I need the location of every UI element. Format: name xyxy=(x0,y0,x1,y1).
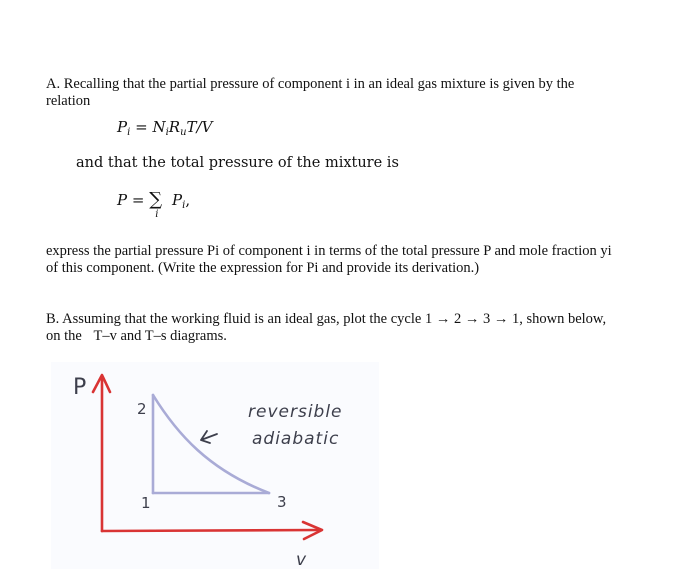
p-axis-label: P xyxy=(73,375,87,400)
v-axis-label: v xyxy=(296,550,307,569)
eq1-rest: T/V xyxy=(186,118,213,136)
part-b-ts: T–s diagrams. xyxy=(144,328,227,344)
eq1-n: N xyxy=(152,118,166,136)
eq2-comma: , xyxy=(185,191,191,209)
part-a-intro-line-2: relation xyxy=(46,93,91,109)
eq2-term: P xyxy=(172,191,183,209)
pv-sketch xyxy=(51,362,379,569)
eq1-lhs: P xyxy=(117,118,128,136)
annotation-adiabatic: adiabatic xyxy=(252,429,340,449)
eq2-equals: = xyxy=(131,191,145,209)
part-b-line-2 xyxy=(46,328,227,345)
point-2-label: 2 xyxy=(137,400,147,418)
pv-sketch-svg xyxy=(51,362,379,569)
v-axis xyxy=(102,530,319,531)
total-pressure-equation xyxy=(117,189,190,225)
eq2-term-sub: i xyxy=(182,200,186,211)
annotation-reversible: reversible xyxy=(248,402,343,422)
eq1-n-sub: i xyxy=(165,127,169,138)
part-b-tv: T–v xyxy=(93,328,117,344)
eq2-lhs: P xyxy=(117,191,128,209)
eq1-equals: = xyxy=(135,118,148,136)
eq1-r-sub: u xyxy=(180,127,187,138)
summation-symbol: ∑ xyxy=(149,189,163,210)
part-b-and: and xyxy=(120,328,142,344)
point-1-label: 1 xyxy=(141,494,151,512)
part-b-line-1: B. Assuming that the working fluid is an ideal gas, plot the cycle 1 → 2 → 3 → 1, shown below, xyxy=(46,311,607,327)
part-a-task-line-1: express the partial pressure Pi of component i in terms of the total pressure P and mole fraction yi xyxy=(46,243,612,259)
total-pressure-text: and that the total pressure of the mixture is xyxy=(76,155,399,171)
partial-pressure-equation xyxy=(117,118,212,138)
part-a-intro-line-1: A. Recalling that the partial pressure of component i in an ideal gas mixture is given by the xyxy=(46,76,575,92)
eq1-lhs-sub: i xyxy=(127,127,131,138)
annotation-arrow xyxy=(201,431,217,443)
summation-index: i xyxy=(155,209,159,220)
point-3-label: 3 xyxy=(277,493,287,511)
part-b-prefix: on the xyxy=(46,328,82,344)
eq1-r: R xyxy=(168,118,181,136)
part-a-task-line-2: of this component. (Write the expression for Pi and provide its derivation.) xyxy=(46,260,480,276)
summation xyxy=(149,189,167,220)
